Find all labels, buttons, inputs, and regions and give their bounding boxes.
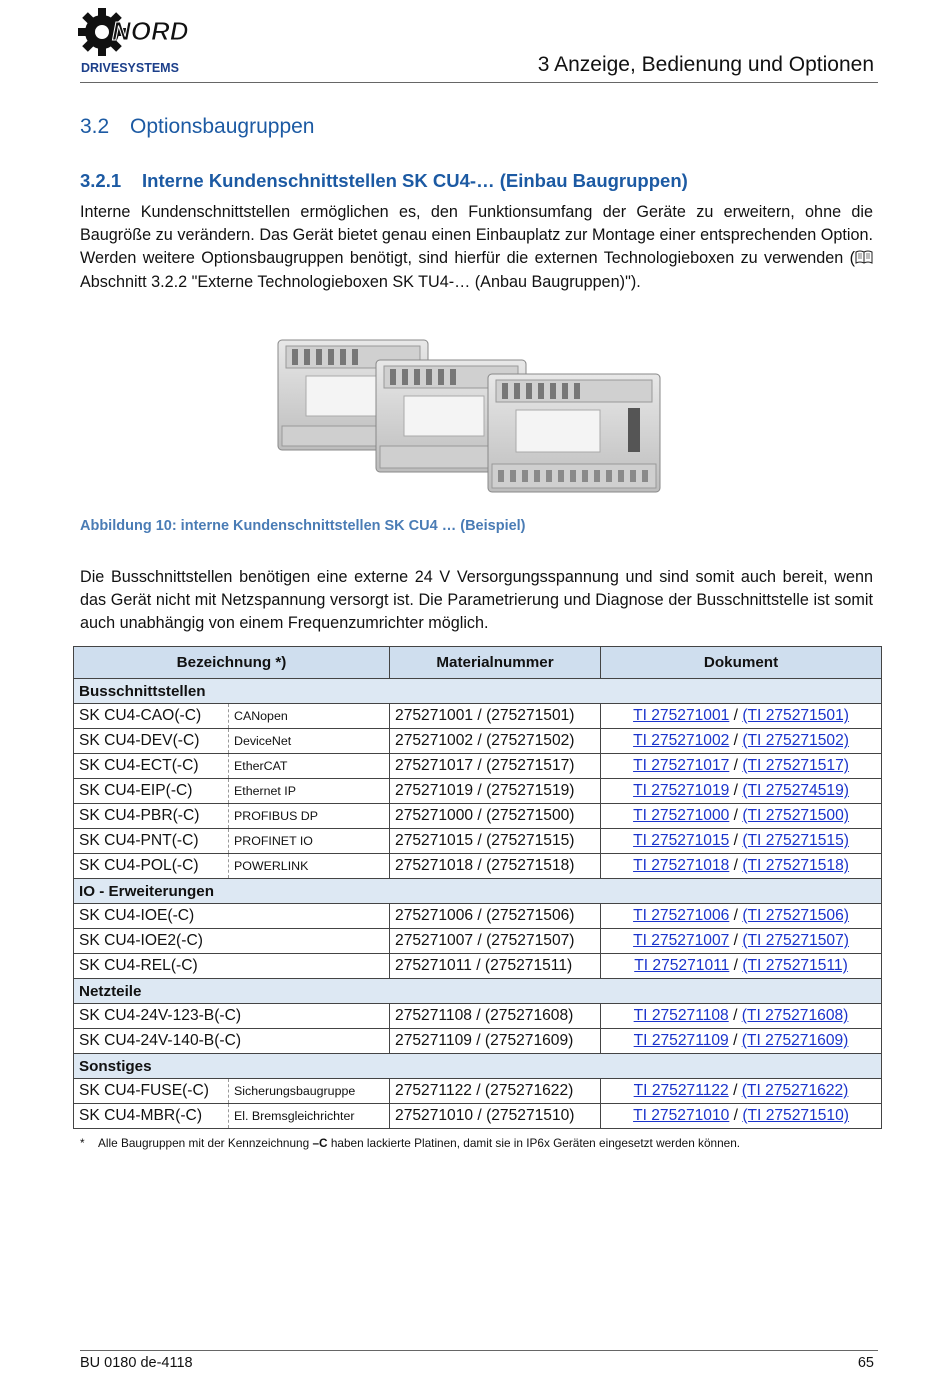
module-protocol: POWERLINK [229, 854, 390, 879]
document-link[interactable]: TI 275271011 [634, 957, 730, 974]
link-separator: / [729, 732, 743, 749]
material-number: 275271010 / (275271510) [390, 1104, 601, 1129]
document-link[interactable]: TI 275271018 [633, 857, 730, 874]
page-number: 65 [857, 1355, 874, 1371]
document-cell [601, 1029, 882, 1054]
table-group-row [74, 979, 882, 1004]
material-number: 275271019 / (275271519) [390, 779, 601, 804]
link-separator: / [729, 832, 743, 849]
document-cell [601, 1104, 882, 1129]
group-title: IO - Erweiterungen [74, 879, 882, 904]
material-number: 275271000 / (275271500) [390, 804, 601, 829]
document-link[interactable]: TI 275271019 [633, 782, 730, 799]
module-protocol: Ethernet IP [229, 779, 390, 804]
table-row [74, 854, 882, 879]
header-divider [80, 82, 878, 83]
document-cell [601, 754, 882, 779]
document-cell [601, 804, 882, 829]
document-cell [601, 854, 882, 879]
module-protocol: EtherCAT [229, 754, 390, 779]
group-title: Busschnittstellen [74, 679, 882, 704]
document-link[interactable]: (TI 275271500) [742, 807, 849, 824]
link-separator: / [729, 757, 743, 774]
document-link[interactable]: TI 275271001 [633, 707, 730, 724]
module-code: SK CU4-IOE2(-C) [74, 929, 390, 954]
table-group-row [74, 679, 882, 704]
material-number: 275271108 / (275271608) [390, 1004, 601, 1029]
product-photo [276, 336, 666, 496]
link-separator: / [728, 1032, 742, 1049]
material-number: 275271011 / (275271511) [390, 954, 601, 979]
table-row [74, 779, 882, 804]
document-link[interactable]: (TI 275271622) [741, 1082, 849, 1099]
footnote [80, 1136, 740, 1150]
document-link[interactable]: TI 275271017 [633, 757, 730, 774]
material-number: 275271017 / (275271517) [390, 754, 601, 779]
document-link[interactable]: (TI 275271501) [742, 707, 849, 724]
link-separator: / [729, 1107, 743, 1124]
table-row [74, 1104, 882, 1129]
table-row [74, 929, 882, 954]
svg-text:DRIVESYSTEMS: DRIVESYSTEMS [81, 61, 179, 75]
nord-logo [80, 2, 189, 77]
svg-text:NORD: NORD [112, 16, 189, 46]
document-cell [601, 729, 882, 754]
material-number: 275271015 / (275271515) [390, 829, 601, 854]
intro-paragraph [80, 201, 873, 294]
module-code: SK CU4-POL(-C) [74, 854, 229, 879]
link-separator: / [729, 782, 743, 799]
link-separator: / [729, 907, 743, 924]
table-header-row [74, 647, 882, 679]
intro-reference: Abschnitt 3.2.2 "Externe Technologieboxen SK TU4-… (Anbau Baugruppen)"). [80, 272, 641, 291]
document-cell [601, 1079, 882, 1104]
table-group-row [74, 1054, 882, 1079]
table-row [74, 1004, 882, 1029]
document-link[interactable]: TI 275271007 [633, 932, 730, 949]
document-link[interactable]: (TI 275271506) [742, 907, 849, 924]
material-number: 275271122 / (275271622) [390, 1079, 601, 1104]
group-title: Netzteile [74, 979, 882, 1004]
document-cell [601, 829, 882, 854]
module-protocol: CANopen [229, 704, 390, 729]
document-link[interactable]: TI 275271006 [633, 907, 730, 924]
module-code: SK CU4-IOE(-C) [74, 904, 390, 929]
document-link[interactable]: (TI 275271609) [741, 1032, 849, 1049]
document-cell [601, 779, 882, 804]
document-link[interactable]: TI 275271002 [633, 732, 730, 749]
modules-table [73, 646, 882, 1129]
chapter-title: 3 Anzeige, Bedienung und Optionen [537, 53, 874, 76]
module-protocol: DeviceNet [229, 729, 390, 754]
link-separator: / [729, 857, 743, 874]
material-number: 275271018 / (275271518) [390, 854, 601, 879]
document-link[interactable]: TI 275271015 [633, 832, 730, 849]
header-document: Dokument [601, 647, 882, 679]
table-row [74, 754, 882, 779]
material-number: 275271007 / (275271507) [390, 929, 601, 954]
document-link[interactable]: (TI 275271518) [742, 857, 849, 874]
section-number: 3.2 [80, 115, 110, 138]
link-separator: / [729, 932, 743, 949]
subsection-title: Interne Kundenschnittstellen SK CU4-… (Einbau Baugruppen) [142, 170, 688, 191]
table-row [74, 729, 882, 754]
document-link[interactable]: TI 275271109 [633, 1032, 729, 1049]
document-link[interactable]: (TI 275271517) [742, 757, 849, 774]
module-code: SK CU4-PNT(-C) [74, 829, 229, 854]
material-number: 275271109 / (275271609) [390, 1029, 601, 1054]
module-code: SK CU4-ECT(-C) [74, 754, 229, 779]
module-protocol: PROFIBUS DP [229, 804, 390, 829]
header-designation: Bezeichnung *) [74, 647, 390, 679]
document-cell [601, 904, 882, 929]
document-link[interactable]: TI 275271108 [633, 1007, 729, 1024]
document-link[interactable]: (TI 275271502) [742, 732, 849, 749]
subsection-heading [80, 170, 688, 192]
document-link[interactable]: (TI 275271511) [742, 957, 848, 974]
material-number: 275271001 / (275271501) [390, 704, 601, 729]
link-separator: / [729, 957, 743, 974]
section-heading [80, 115, 314, 139]
module-protocol: Sicherungsbaugruppe [229, 1079, 390, 1104]
document-cell [601, 929, 882, 954]
document-link[interactable]: TI 275271010 [633, 1107, 730, 1124]
module-protocol: PROFINET IO [229, 829, 390, 854]
footnote-bold: –C [312, 1136, 328, 1150]
footnote-text-after: haben lackierte Platinen, damit sie in IP6x Geräten eingesetzt werden können. [327, 1136, 741, 1150]
module-code: SK CU4-24V-140-B(-C) [74, 1029, 390, 1054]
link-separator: / [728, 1082, 742, 1099]
document-link[interactable]: (TI 275274519) [742, 782, 849, 799]
subsection-number: 3.2.1 [80, 170, 122, 191]
document-link[interactable]: TI 275271000 [633, 807, 730, 824]
link-separator: / [729, 707, 743, 724]
document-cell [601, 954, 882, 979]
group-title: Sonstiges [74, 1054, 882, 1079]
body-paragraph: Die Busschnittstellen benötigen eine externe 24 V Versorgungsspannung und sind somit auch bereit, wenn das Gerät nicht mit Netzspannung versorgt ist. Die Parametrierung und Diagnose der Busschnittstelle ist somit auch unabhängig von einem Frequenzumrichter möglich. [80, 568, 873, 633]
table-row [74, 1079, 882, 1104]
document-cell [601, 1004, 882, 1029]
module-code: SK CU4-MBR(-C) [74, 1104, 229, 1129]
table-row [74, 1029, 882, 1054]
module-code: SK CU4-DEV(-C) [74, 729, 229, 754]
module-code: SK CU4-24V-123-B(-C) [74, 1004, 390, 1029]
book-icon [855, 248, 873, 262]
module-code: SK CU4-EIP(-C) [74, 779, 229, 804]
module-code: SK CU4-CAO(-C) [74, 704, 229, 729]
footnote-marker: * [80, 1136, 85, 1150]
footer-doc-id: BU 0180 de-4118 [80, 1355, 193, 1371]
module-code: SK CU4-FUSE(-C) [74, 1079, 229, 1104]
link-separator: / [728, 1007, 742, 1024]
table-row [74, 804, 882, 829]
footnote-text-before: Alle Baugruppen mit der Kennzeichnung [98, 1136, 313, 1150]
intro-text: Interne Kundenschnittstellen ermöglichen es, den Funktionsumfang der Geräte zu erweitern, ohne die Baugröße zu verändern. Das Gerät bietet genau einen Einbauplatz zur Montage einer entsprechenden Option. Werden weitere Optionsbaugruppen benötigt, sind hierfür die externen Technologieboxen zu verwenden ( [80, 203, 873, 268]
document-link[interactable]: (TI 275271608) [741, 1007, 849, 1024]
module-code: SK CU4-PBR(-C) [74, 804, 229, 829]
table-body [74, 679, 882, 1129]
document-link[interactable]: (TI 275271507) [742, 932, 849, 949]
document-link[interactable]: (TI 275271510) [742, 1107, 849, 1124]
table-row [74, 704, 882, 729]
table-row [74, 904, 882, 929]
header-material: Materialnummer [390, 647, 601, 679]
section-title: Optionsbaugruppen [130, 115, 315, 138]
table-row [74, 829, 882, 854]
module-code: SK CU4-REL(-C) [74, 954, 390, 979]
figure-caption: Abbildung 10: interne Kundenschnittstellen SK CU4 … (Beispiel) [80, 518, 526, 534]
material-number: 275271002 / (275271502) [390, 729, 601, 754]
table-group-row [74, 879, 882, 904]
module-front [488, 374, 660, 492]
material-number: 275271006 / (275271506) [390, 904, 601, 929]
link-separator: / [729, 807, 743, 824]
footer-divider [80, 1350, 878, 1351]
document-link[interactable]: (TI 275271515) [742, 832, 849, 849]
document-link[interactable]: TI 275271122 [633, 1082, 729, 1099]
module-protocol: El. Bremsgleichrichter [229, 1104, 390, 1129]
document-cell [601, 704, 882, 729]
table-row [74, 954, 882, 979]
